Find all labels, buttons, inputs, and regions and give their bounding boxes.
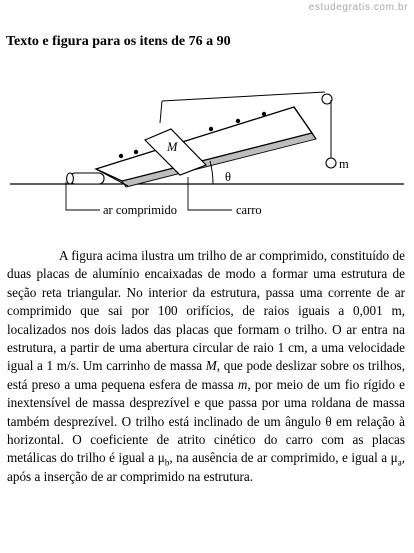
string	[162, 92, 325, 101]
paragraph-text: , após a inserção de ar comprimido na estrutura.	[7, 450, 405, 484]
var-cart-mass: M	[205, 358, 217, 374]
hanging-mass	[326, 158, 336, 168]
air-hole	[262, 112, 266, 116]
label-angle: θ	[225, 170, 231, 184]
air-track-figure	[0, 88, 414, 220]
paragraph-text: , por meio de um fio rígido e inextensível de massa desprezível e que passa por uma roldana de massa também desprezível. O trilho está inclinado de um ângulo θ em relação à horizontal. O coeficiente de atrito cinético do carro com as placas metálicas do trilho é igual a μ	[7, 376, 405, 466]
air-inlet-tube	[70, 173, 104, 184]
air-hole	[134, 150, 138, 154]
air-hole	[236, 119, 240, 123]
paragraph-text: , na ausência de ar comprimido, e igual a μ	[169, 450, 398, 466]
site-watermark: estudegratis.com.br	[308, 2, 408, 13]
var-ball-mass: m	[237, 376, 248, 392]
air-inlet-opening	[67, 173, 74, 184]
air-hole	[209, 127, 213, 131]
label-compressed-air: ar comprimido	[103, 203, 177, 217]
paragraph-text: , que pode deslizar sobre os trilhos, está preso a uma pequena esfera de massa	[7, 358, 405, 392]
pointer-compressed-air	[66, 182, 100, 210]
section-title: Texto e figura para os itens de 76 a 90	[6, 34, 231, 49]
subscript-b: b	[164, 458, 170, 469]
label-cart: carro	[236, 203, 262, 217]
string	[160, 101, 162, 123]
subscript-a: a	[397, 458, 402, 469]
problem-paragraph	[7, 247, 405, 486]
paragraph-text: A figura acima ilustra um trilho de ar comprimido, constituído de duas placas de alumínio encaixadas de modo a formar uma estrutura de seção reta triangular. No interior da estrutura, passa uma corrente de ar comprimido que sai por 100 orifícios, de raios iguais a 0,001 m, localizados nos dois lados das placas que formam o trilho. O ar entra na estrutura, a partir de uma abertura circular de raio 1 cm, a uma velocidade igual a 1 m/s. Um carrinho de massa	[7, 248, 405, 374]
label-mass-cart: M	[167, 140, 178, 154]
air-hole	[119, 154, 123, 158]
label-mass-ball: m	[339, 157, 349, 171]
